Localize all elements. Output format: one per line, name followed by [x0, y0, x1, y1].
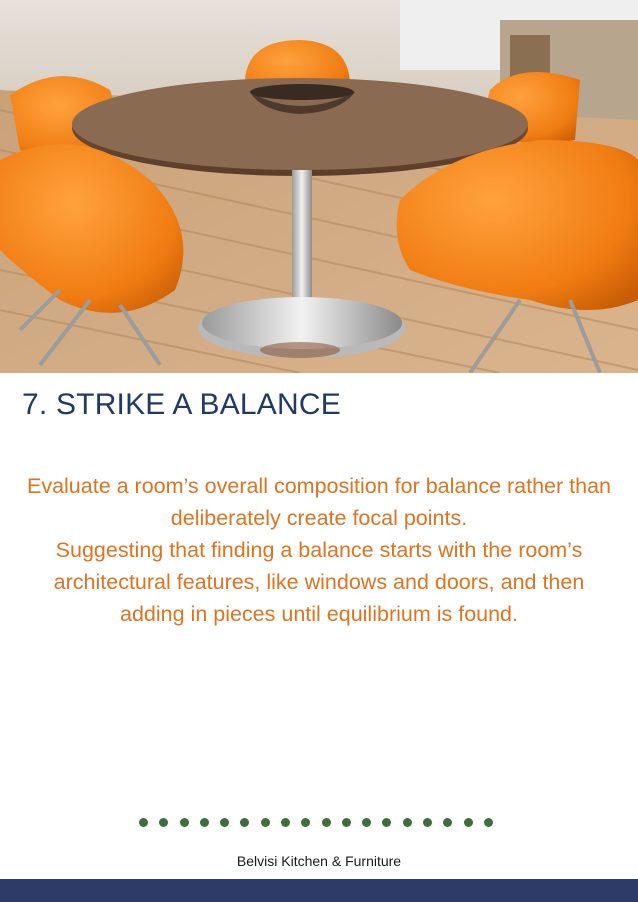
section-body: [22, 470, 616, 630]
paragraph-evaluate: Evaluate a room’s overall composition for balance rather than deliberately create focal points.: [26, 474, 611, 530]
divider-dot: [180, 818, 189, 827]
divider-dot: [220, 818, 229, 827]
section-heading: 7. STRIKE A BALANCE: [22, 388, 341, 421]
divider-dot: [139, 818, 148, 827]
divider-dot: [159, 818, 168, 827]
divider-dot: [443, 818, 452, 827]
divider-dot: [382, 818, 391, 827]
divider-dot: [423, 818, 432, 827]
divider-dot: [403, 818, 412, 827]
divider-dot: [362, 818, 371, 827]
divider-dot: [342, 818, 351, 827]
footer-bar: [0, 879, 638, 902]
divider-dot: [464, 818, 473, 827]
divider-dot: [301, 818, 310, 827]
divider-dot: [261, 818, 270, 827]
divider-dot: [200, 818, 209, 827]
divider-dot: [484, 818, 493, 827]
divider-dot: [322, 818, 331, 827]
divider-dot: [240, 818, 249, 827]
footer-brand: Belvisi Kitchen & Furniture: [236, 853, 402, 869]
paragraph-suggesting: Suggesting that finding a balance starts with the room’s architectural features, like windows and doors, and then adding in pieces until equilibrium is found.: [53, 538, 585, 626]
divider-dot: [281, 818, 290, 827]
dining-set-photo: [0, 0, 638, 373]
dotted-divider: [139, 815, 493, 829]
